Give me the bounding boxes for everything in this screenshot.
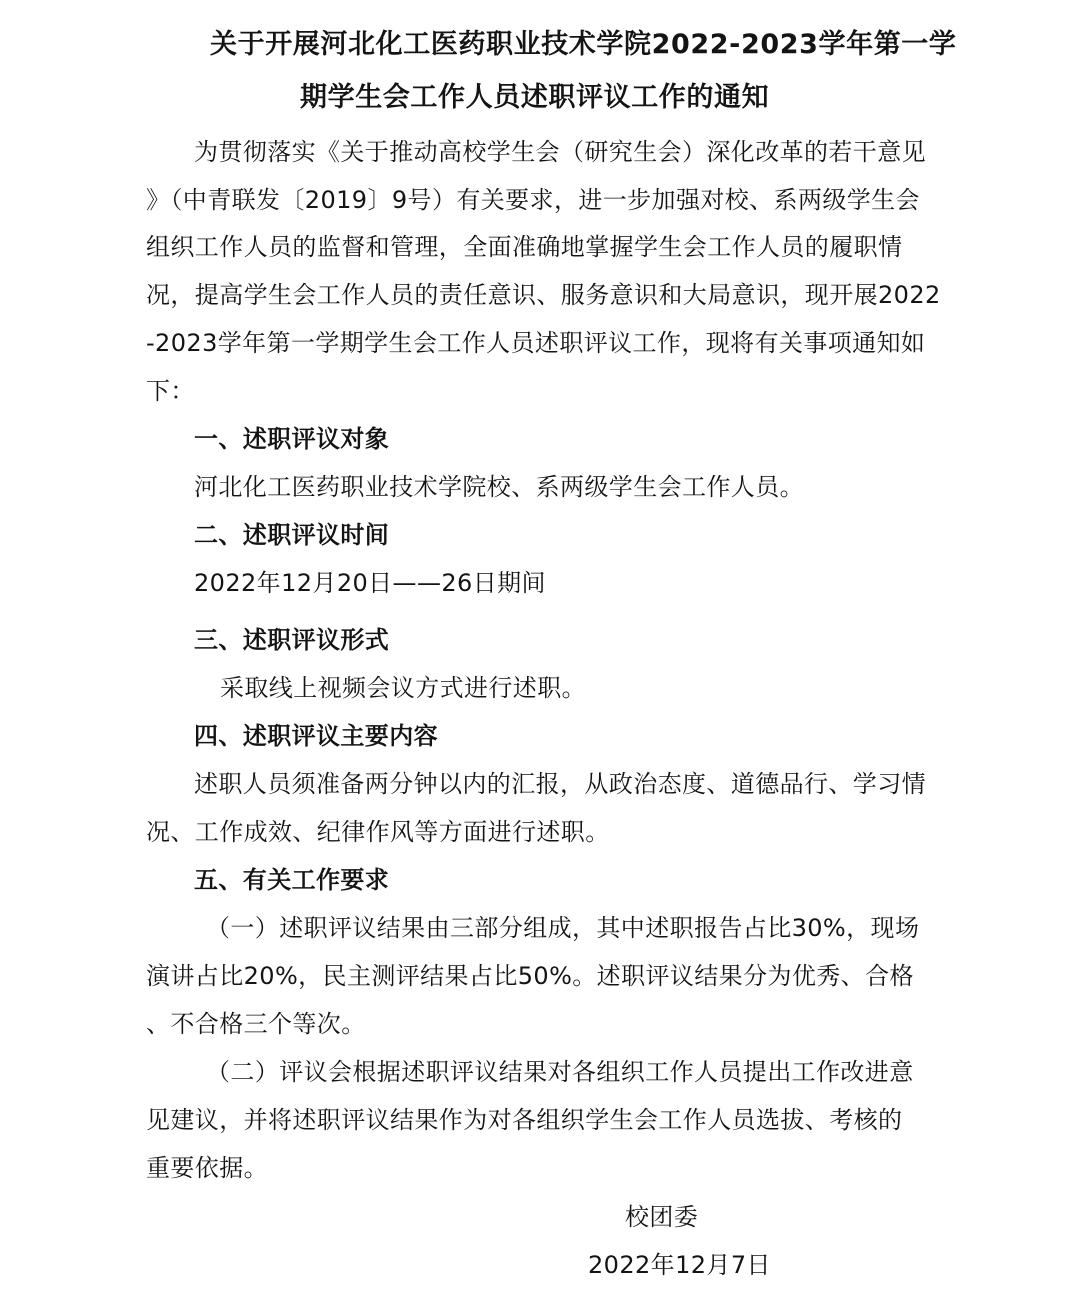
section-body-2: 2022年12月20日——26日期间	[194, 569, 546, 597]
requirement-item-2: 重要依据。	[146, 1154, 268, 1182]
intro-line: 为贯彻落实《关于推动高校学生会（研究生会）深化改革的若干意见	[194, 138, 926, 166]
requirement-item-1: 、不合格三个等次。	[146, 1010, 366, 1038]
intro-line: 》（中青联发〔2019〕9号）有关要求，进一步加强对校、系两级学生会	[146, 186, 920, 214]
section-body-1: 河北化工医药职业技术学院校、系两级学生会工作人员。	[194, 473, 804, 501]
section-body-4: 述职人员须准备两分钟以内的汇报，从政治态度、道德品行、学习情	[194, 770, 926, 798]
section-heading-1: 一、述职评议对象	[194, 425, 390, 453]
section-heading-2: 二、述职评议时间	[194, 521, 390, 549]
intro-line: -2023学年第一学期学生会工作人员述职评议工作，现将有关事项通知如	[146, 329, 926, 357]
requirement-item-1: （一）述职评议结果由三部分组成，其中述职报告占比30%，现场	[206, 914, 920, 942]
signature: 校团委	[625, 1203, 699, 1231]
section-body-4: 况、工作成效、纪律作风等方面进行述职。	[146, 818, 610, 846]
section-heading-5: 五、有关工作要求	[194, 866, 390, 894]
requirement-item-2: （二）评议会根据述职评议结果对各组织工作人员提出工作改进意	[206, 1058, 914, 1086]
intro-line: 况，提高学生会工作人员的责任意识、服务意识和大局意识，现开展2022	[146, 281, 941, 309]
section-body-3: 采取线上视频会议方式进行述职。	[220, 674, 586, 702]
requirement-item-2: 见建议，并将述职评议结果作为对各组织学生会工作人员选拔、考核的	[146, 1106, 903, 1134]
section-heading-3: 三、述职评议形式	[194, 626, 390, 654]
title-line-1: 关于开展河北化工医药职业技术学院2022-2023学年第一学	[210, 29, 957, 60]
date: 2022年12月7日	[588, 1251, 771, 1279]
requirement-item-1: 演讲占比20%，民主测评结果占比50%。述职评议结果分为优秀、合格	[146, 962, 914, 990]
intro-line: 下：	[146, 377, 195, 405]
section-heading-4: 四、述职评议主要内容	[194, 722, 438, 750]
intro-line: 组织工作人员的监督和管理，全面准确地掌握学生会工作人员的履职情	[146, 233, 903, 261]
title-line-2: 期学生会工作人员述职评议工作的通知	[300, 82, 770, 113]
